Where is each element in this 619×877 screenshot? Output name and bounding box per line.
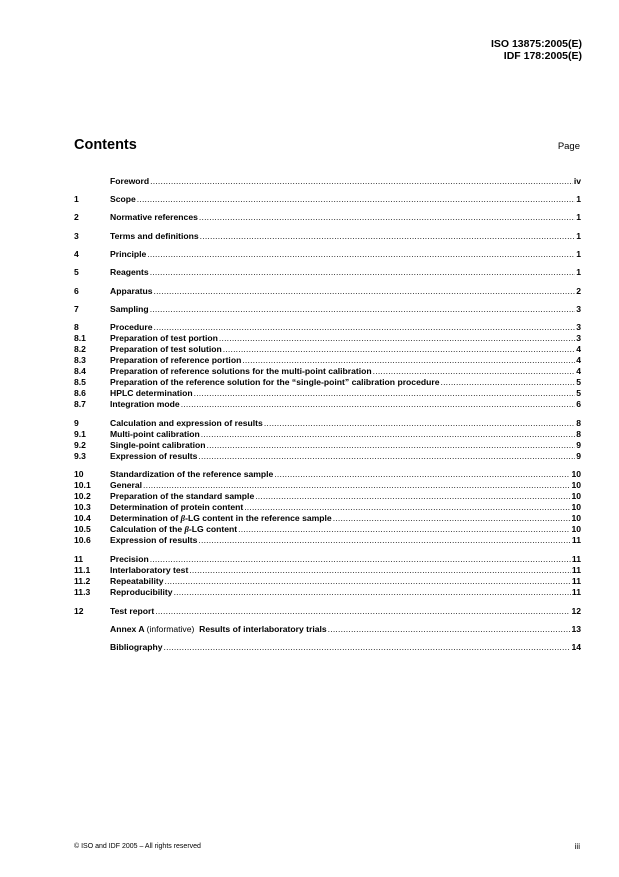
toc-entry-page: 2: [576, 286, 581, 296]
toc-entry-title: [110, 513, 332, 524]
toc-entry-title: [110, 624, 327, 635]
toc-entry[interactable]: [74, 176, 581, 187]
toc-entry-number: 7: [74, 304, 79, 314]
toc-entry-title: Expression of results: [110, 535, 198, 545]
greek-beta-symbol: β: [184, 524, 189, 534]
toc-entry[interactable]: [74, 429, 581, 440]
toc-entry-page: 10: [571, 524, 581, 534]
toc-entry-page: 11: [571, 587, 581, 597]
toc-entry-page: 1: [576, 231, 581, 241]
toc-entry-page: 1: [576, 267, 581, 277]
toc-entry-title: Scope: [110, 194, 136, 204]
toc-entry[interactable]: [74, 366, 581, 377]
toc-entry[interactable]: [74, 304, 581, 315]
dot-leader: [147, 249, 575, 260]
toc-entry-number: 11.3: [74, 587, 91, 597]
toc-entry[interactable]: [74, 502, 581, 513]
dot-leader: [150, 267, 576, 278]
toc-entry-page: 13: [571, 624, 581, 634]
toc-entry[interactable]: [74, 451, 581, 462]
toc-entry-title: Repeatability: [110, 576, 164, 586]
document-header: [491, 38, 582, 62]
toc-entry-title: Reproducibility: [110, 587, 173, 597]
toc-entry[interactable]: [74, 624, 581, 635]
toc-entry[interactable]: [74, 491, 581, 502]
toc-entry-page: 3: [576, 333, 581, 343]
page-number: iii: [574, 842, 580, 851]
dot-leader: [207, 440, 576, 451]
toc-entry[interactable]: [74, 642, 581, 653]
toc-entry[interactable]: [74, 399, 581, 410]
toc-entry-number: 8.6: [74, 388, 86, 398]
toc-entry-page: 4: [576, 366, 581, 376]
toc-entry[interactable]: [74, 286, 581, 297]
toc-entry-page: 12: [571, 606, 581, 616]
dot-leader: [201, 429, 575, 440]
dot-leader: [198, 535, 571, 546]
toc-entry-page: 4: [576, 355, 581, 365]
toc-entry-title: Integration mode: [110, 399, 180, 409]
toc-entry[interactable]: [74, 513, 581, 524]
toc-entry[interactable]: [74, 267, 581, 278]
toc-entry-number: 11.1: [74, 565, 91, 575]
toc-entry-number: 8.1: [74, 333, 86, 343]
toc-entry-title: Preparation of test solution: [110, 344, 222, 354]
toc-entry[interactable]: [74, 231, 581, 242]
greek-beta-symbol: β: [180, 513, 186, 523]
dot-leader: [373, 366, 576, 377]
dot-leader: [440, 377, 575, 388]
toc-entry-number: 10.6: [74, 535, 91, 545]
toc-entry[interactable]: [74, 194, 581, 205]
toc-entry-number: 9.3: [74, 451, 86, 461]
standard-number-idf: IDF 178:2005(E): [503, 50, 582, 62]
toc-entry[interactable]: [74, 212, 581, 223]
toc-entry-number: 12: [74, 606, 84, 616]
dot-leader: [189, 565, 571, 576]
toc-entry-title-part: -LG content: [188, 524, 238, 534]
toc-entry-title: General: [110, 480, 143, 490]
dot-leader: [198, 451, 575, 462]
dot-leader: [200, 231, 576, 242]
dot-leader: [165, 576, 571, 587]
toc-entry-title: Standardization of the reference sample: [110, 469, 274, 479]
toc-entry-number: 10.1: [74, 480, 91, 490]
toc-entry-page: 10: [571, 480, 581, 490]
toc-entry-page: iv: [573, 176, 581, 186]
toc-entry-title: Sampling: [110, 304, 149, 314]
toc-entry[interactable]: [74, 249, 581, 260]
toc-entry-title: Foreword: [110, 176, 150, 186]
toc-entry[interactable]: [74, 587, 581, 598]
dot-leader: [333, 513, 571, 524]
toc-entry[interactable]: [74, 377, 581, 388]
dot-leader: [150, 304, 576, 315]
dot-leader: [150, 176, 573, 187]
toc-entry[interactable]: [74, 418, 581, 429]
dot-leader: [181, 399, 576, 410]
toc-entry-number: 10.2: [74, 491, 91, 501]
toc-entry-number: 8.4: [74, 366, 86, 376]
dot-leader: [244, 502, 570, 513]
toc-entry[interactable]: [74, 535, 581, 546]
dot-leader: [219, 333, 575, 344]
dot-leader: [274, 469, 570, 480]
toc-entry[interactable]: [74, 344, 581, 355]
dot-leader: [255, 491, 570, 502]
dot-leader: [264, 418, 575, 429]
toc-entry-number: 8.5: [74, 377, 86, 387]
toc-entry-title: HPLC determination: [110, 388, 193, 398]
toc-entry-number: 9.1: [74, 429, 86, 439]
dot-leader: [154, 286, 576, 297]
toc-entry[interactable]: [74, 355, 581, 366]
dot-leader: [155, 606, 570, 617]
dot-leader: [328, 624, 571, 635]
toc-entry-page: 8: [576, 418, 581, 428]
dot-leader: [154, 322, 576, 333]
standard-number-iso: ISO 13875:2005(E): [490, 38, 582, 50]
toc-entry-page: 10: [571, 469, 581, 479]
toc-entry-title-part: Calculation of the: [110, 524, 185, 534]
dot-leader: [143, 480, 570, 491]
toc-entry-title: Preparation of test portion: [110, 333, 218, 343]
toc-entry-page: 3: [576, 322, 581, 332]
annex-type-label: (informative): [146, 624, 195, 634]
toc-entry-number: 3: [74, 231, 79, 241]
toc-entry-number: 5: [74, 267, 79, 277]
toc-entry[interactable]: [74, 576, 581, 587]
toc-entry-page: 8: [576, 429, 581, 439]
toc-entry-number: 8: [74, 322, 79, 332]
toc-entry-title: Principle: [110, 249, 147, 259]
toc-entry-title: Terms and definitions: [110, 231, 199, 241]
toc-entry-number: 1: [74, 194, 79, 204]
toc-entry-number: 10.5: [74, 524, 91, 534]
toc-entry-title: Apparatus: [110, 286, 153, 296]
toc-entry-number: 8.7: [74, 399, 86, 409]
toc-entry-title: Bibliography: [110, 642, 163, 652]
toc-entry-page: 9: [576, 451, 581, 461]
toc-entry-page: 10: [571, 502, 581, 512]
toc-entry[interactable]: [74, 606, 581, 617]
toc-entry[interactable]: [74, 440, 581, 451]
toc-entry-title: Expression of results: [110, 451, 198, 461]
toc-entry-number: 9: [74, 418, 79, 428]
toc-entry[interactable]: [74, 554, 581, 565]
toc-entry-number: 11: [74, 554, 84, 564]
toc-entry-title: Determination of protein content: [110, 502, 244, 512]
dot-leader: [199, 212, 575, 223]
toc-entry-number: 6: [74, 286, 79, 296]
toc-entry-number: 11.2: [74, 576, 91, 586]
toc-entry-page: 5: [576, 388, 581, 398]
toc-entry-number: 10.3: [74, 502, 91, 512]
toc-entry-title: Single-point calibration: [110, 440, 206, 450]
page-column-label: Page: [557, 141, 580, 152]
dot-leader: [150, 554, 571, 565]
toc-entry-title: Calculation and expression of results: [110, 418, 263, 428]
toc-entry-number: 8.2: [74, 344, 86, 354]
toc-entry-title: Preparation of the reference solution for the “single-point” calibration procedure: [110, 377, 440, 387]
page-title: Contents: [74, 137, 137, 153]
toc-entry-number: 10: [74, 469, 84, 479]
dot-leader: [242, 355, 575, 366]
toc-entry-title: Interlaboratory test: [110, 565, 189, 575]
toc-entry-title: Preparation of reference portion: [110, 355, 242, 365]
toc-entry-page: 4: [576, 344, 581, 354]
toc-entry-title: Precision: [110, 554, 149, 564]
toc-entry-number: 2: [74, 212, 79, 222]
toc-entry[interactable]: [74, 480, 581, 491]
dot-leader: [238, 524, 570, 535]
toc-entry[interactable]: [74, 388, 581, 399]
toc-entry-title-part: -LG content in the reference sample: [185, 513, 332, 523]
toc-entry-number: 4: [74, 249, 79, 259]
toc-entry-page: 10: [571, 513, 581, 523]
toc-entry-title: Preparation of reference solutions for the multi-point calibration: [110, 366, 372, 376]
toc-entry-title: Test report: [110, 606, 155, 616]
toc-entry-page: 3: [576, 304, 581, 314]
toc-entry-page: 5: [576, 377, 581, 387]
dot-leader: [174, 587, 571, 598]
dot-leader: [164, 642, 571, 653]
toc-entry[interactable]: [74, 322, 581, 333]
toc-entry-page: 10: [571, 491, 581, 501]
toc-entry-title-part: Results of interlaboratory trials: [194, 624, 327, 634]
toc-entry-title: Preparation of the standard sample: [110, 491, 255, 501]
toc-entry-page: 9: [576, 440, 581, 450]
toc-entry[interactable]: [74, 565, 581, 576]
toc-entry-title-part: Annex A: [110, 624, 147, 634]
toc-entry-page: 6: [576, 399, 581, 409]
toc-entry-number: 8.3: [74, 355, 86, 365]
toc-entry[interactable]: [74, 469, 581, 480]
toc-entry-page: 1: [576, 212, 581, 222]
toc-entry-page: 1: [576, 194, 581, 204]
toc-entry-title: Multi-point calibration: [110, 429, 200, 439]
toc-entry[interactable]: [74, 333, 581, 344]
toc-entry-page: 14: [571, 642, 581, 652]
dot-leader: [223, 344, 575, 355]
toc-entry[interactable]: [74, 524, 581, 535]
dot-leader: [194, 388, 576, 399]
toc-entry-page: 11: [571, 554, 581, 564]
toc-entry-page: 11: [571, 535, 581, 545]
toc-entry-page: 11: [571, 576, 581, 586]
toc-entry-page: 1: [576, 249, 581, 259]
toc-entry-title: [110, 524, 237, 535]
toc-entry-title: Normative references: [110, 212, 198, 222]
copyright-notice: © ISO and IDF 2005 – All rights reserved: [74, 843, 201, 850]
toc-entry-number: 9.2: [74, 440, 86, 450]
toc-entry-number: 10.4: [74, 513, 91, 523]
dot-leader: [137, 194, 575, 205]
toc-entry-title-part: Determination of: [110, 513, 181, 523]
toc-entry-title: Reagents: [110, 267, 149, 277]
toc-entry-page: 11: [571, 565, 581, 575]
toc-entry-title: Procedure: [110, 322, 153, 332]
